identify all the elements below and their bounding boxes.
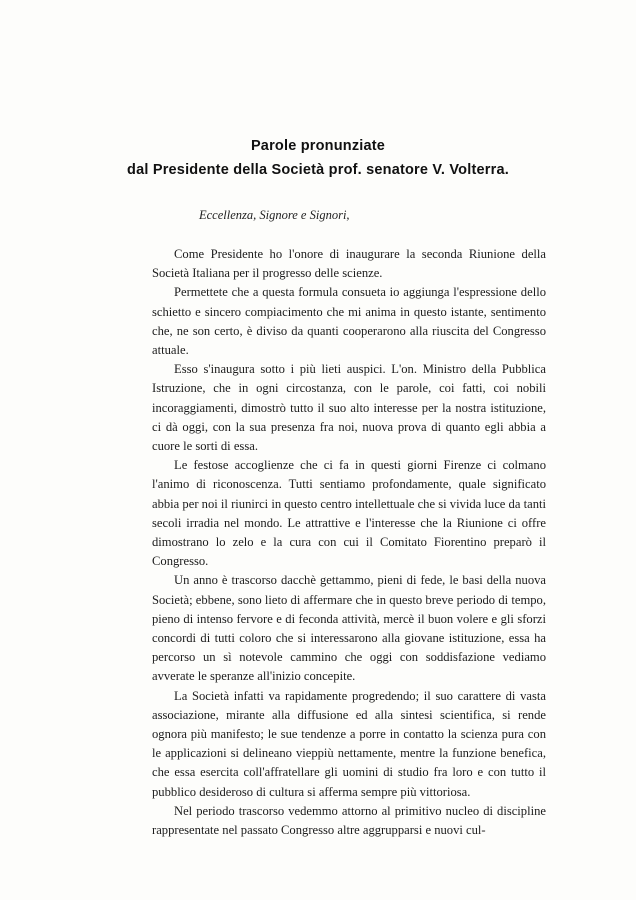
paragraph: Esso s'inaugura sotto i più lieti auspici. L'on. Ministro della Pubblica Istruzione, che in ogni circostanza, con le parole, coi fatti, coi nobili incoraggiamenti, dimostrò tutto il suo alto interesse per la nostra istituzione, ci dà oggi, con la sua presenza fra noi, nuova prova di quanto egli abbia a cuore le sorti di essa. bbox=[152, 362, 546, 454]
paragraph: La Società infatti va rapidamente progredendo; il suo carattere di vasta associazione, mirante alla diffusione ed alla sintesi scientifica, si rende ognora più manifesto; le sue tendenze a porre in contatto la scienza pura con le applicazioni si delineano vieppiù nettamente, mentre la funzione benefica, che essa esercita coll'affratellare gli uomini di studio fra loro e con tutto il pubblico desideroso di cultura si afferma sempre più vittoriosa. bbox=[152, 688, 546, 799]
paragraph: Come Presidente ho l'onore di inaugurare la seconda Riunione della Società Italiana per il progresso delle scienze. bbox=[152, 247, 546, 281]
title-line-2: dal Presidente della Società prof. senatore V. Volterra. bbox=[127, 162, 509, 178]
paragraph: Le festose accoglienze che ci fa in questi giorni Firenze ci colmano l'animo di riconoscenza. Tutti sentiamo profondamente, quale significato abbia per noi il riunirci in questo centro intellettuale che si vivida luce da tanti secoli irradia nel mondo. Le attrattive e l'interesse che la Riunione ci offre dimostrano lo zelo e la cura con cui il Comitato Fiorentino preparò il Congresso. bbox=[152, 458, 546, 569]
title-line-1: Parole pronunziate bbox=[250, 138, 386, 154]
salutation: Eccellenza, Signore e Signori, bbox=[199, 208, 350, 222]
paragraph: Un anno è trascorso dacchè gettammo, pieni di fede, le basi della nuova Società; ebbene, sono lieto di affermare che in questo breve periodo di tempo, pieno di intenso fervore e di feconda attività, mercè il buon volere e gli sforzi concordi di tutti coloro che si interessarono alla giovane istituzione, essa ha percorso un sì notevole cammino che oggi con soddisfazione vediamo avverate le speranze all'inizio concepite. bbox=[152, 573, 546, 684]
paragraph: Nel periodo trascorso vedemmo attorno al primitivo nucleo di discipline rappresentate nel passato Congresso altre aggrupparsi e nuovi cul- bbox=[152, 803, 546, 838]
paragraph: Permettete che a questa formula consueta io aggiunga l'espressione dello schietto e sincero compiacimento che mi anima in questo istante, sentimento che, ne son certo, è diviso da quanti cooperarono alla riuscita del Congresso attuale. bbox=[152, 285, 546, 358]
body-text bbox=[152, 245, 546, 840]
